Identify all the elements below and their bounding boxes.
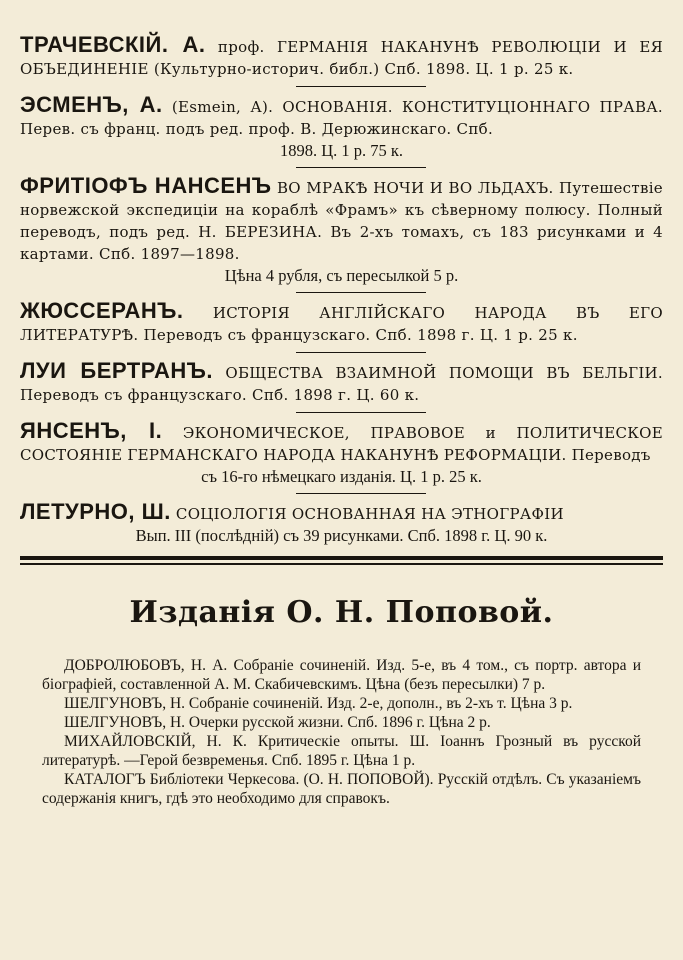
entry-price: съ 16-го нѣмецкаго изданія. Ц. 1 р. 25 к. <box>201 467 482 486</box>
separator-rule <box>20 487 663 501</box>
catalog-entry <box>20 300 663 346</box>
entry-author: ЛУИ БЕРТРАНЪ. <box>20 358 213 383</box>
catalog-entry <box>20 360 663 406</box>
entry-author: ЯНСЕНЪ, І. <box>20 418 163 443</box>
separator-rule <box>20 286 663 300</box>
popova-item-text: МИХАЙЛОВСКІЙ, Н. К. Критическіе опыты. Ш. Іоаннъ Грозный въ русской литературѣ. —Герой безвременья. Спб. 1895 г. Цѣна 1 р. <box>42 732 641 769</box>
entry-price: 1898. Ц. 1 р. 75 к. <box>279 141 404 160</box>
popova-item-text: КАТАЛОГЪ Библіотеки Черкесова. (О. Н. ПОПОВОЙ). Русскій отдѣлъ. Съ указаніемъ содержанія книгъ, гдѣ это необходимо для справокъ. <box>42 770 641 807</box>
popova-item <box>20 694 663 713</box>
entry-text: ЭКОНОМИЧЕСКОЕ, ПРАВОВОЕ и ПОЛИТИЧЕСКОЕ СОСТОЯНІЕ ГЕРМАНСКАГО НАРОДА НАКАНУНѢ РЕФОРМАЦІИ. Переводъ <box>20 424 663 464</box>
separator-rule <box>20 346 663 360</box>
popova-item-text: ШЕЛГУНОВЪ, Н. Собраніе сочиненій. Изд. 2-е, дополн., въ 2-хъ т. Цѣна 3 р. <box>64 694 573 712</box>
catalog-entry <box>20 501 663 546</box>
catalog-entry <box>20 175 663 286</box>
popova-item <box>20 732 663 770</box>
popova-item <box>20 770 663 808</box>
entry-text: ИСТОРІЯ АНГЛІЙСКАГО НАРОДА ВЪ ЕГО ЛИТЕРАТУРѢ. Переводъ съ французскаго. Спб. 1898 г. Ц. 1 р. 25 к. <box>20 304 663 344</box>
entry-text: ВО МРАКѢ НОЧИ И ВО ЛЬДАХЪ. Путешествіе норвежской экспедиціи на кораблѣ «Фрамъ» къ сѣверному полюсу. Полный переводъ, подъ ред. Н. БЕРЕЗИНА. Въ 2-хъ томахъ, съ 183 рисунками и 4 картами. Спб. 1897—1898. <box>20 179 663 263</box>
popova-item-text: ДОБРОЛЮБОВЪ, Н. А. Собраніе сочиненій. Изд. 5-е, въ 4 том., съ портр. автора и біографіей, составленной А. М. Скабичевскимъ. Цѣна (безъ пересылки) 7 р. <box>42 656 641 693</box>
double-rule-thick <box>20 556 663 560</box>
double-rule-thin <box>20 563 663 565</box>
entry-author: ЭСМЕНЪ, А. <box>20 92 163 117</box>
separator-rule <box>20 161 663 175</box>
catalog-entry <box>20 34 663 80</box>
entry-author: ЛЕТУРНО, Ш. <box>20 499 171 524</box>
entry-price: Цѣна 4 рубля, съ пересылкой 5 р. <box>224 266 459 285</box>
catalog-entry <box>20 94 663 161</box>
separator-rule <box>20 80 663 94</box>
entry-text: (Esmein, А). ОСНОВАНІЯ. КОНСТИТУЦІОННАГО ПРАВА. Перев. съ франц. подъ ред. проф. В. Дерюжинскаго. Спб. <box>20 98 664 138</box>
catalog-entry <box>20 420 663 487</box>
entry-text: ОБЩЕСТВА ВЗАИМНОЙ ПОМОЩИ ВЪ БЕЛЬГІИ. Переводъ съ французскаго. Спб. 1898 г. Ц. 60 к. <box>20 364 663 404</box>
entry-author: ТРАЧЕВСКІЙ. А. <box>20 32 206 57</box>
entry-author: ФРИТІОФЪ НАНСЕНЪ <box>20 173 272 198</box>
entry-text: СОЦІОЛОГІЯ ОСНОВАННАЯ НА ЭТНОГРАФІИ <box>170 505 564 523</box>
section-heading: Изданія О. Н. Поповой. <box>129 594 554 630</box>
popova-item-text: ШЕЛГУНОВЪ, Н. Очерки русской жизни. Спб. 1896 г. Цѣна 2 р. <box>64 713 491 731</box>
popova-item <box>20 713 663 732</box>
entry-text: проф. ГЕРМАНІЯ НАКАНУНѢ РЕВОЛЮЦІИ И ЕЯ ОБЪЕДИНЕНІЕ (Культурно-историч. библ.) Спб. 1898. Ц. 1 р. 25 к. <box>20 38 663 78</box>
popova-item <box>20 656 663 694</box>
entry-price: Вып. III (послѣдній) съ 39 рисунками. Спб. 1898 г. Ц. 90 к. <box>135 526 548 545</box>
separator-rule <box>20 406 663 420</box>
entry-author: ЖЮССЕРАНЪ. <box>20 298 184 323</box>
